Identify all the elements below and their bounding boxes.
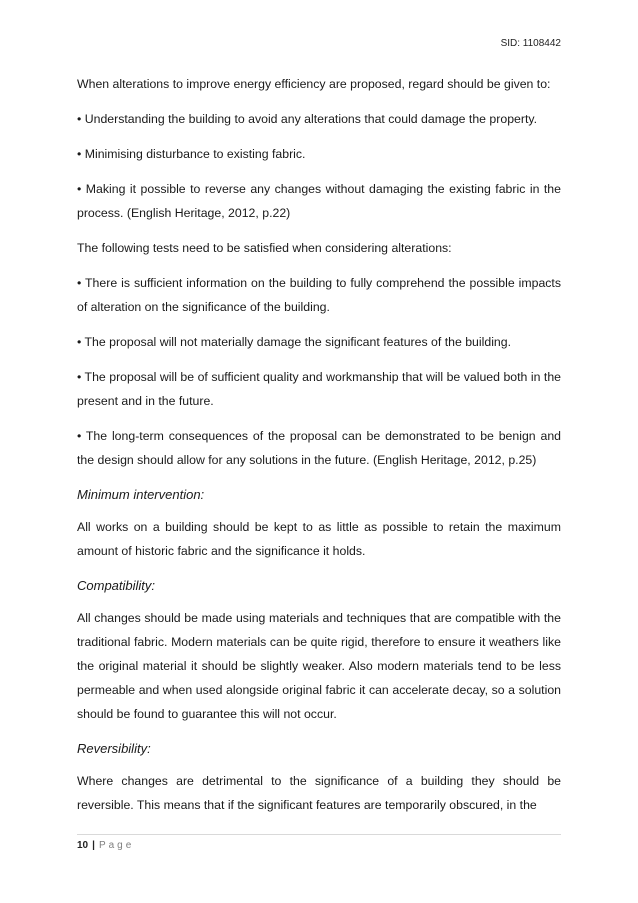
page-footer [77, 840, 134, 851]
heading-reversibility: Reversibility: [77, 741, 151, 756]
footer-separator: | [92, 840, 95, 851]
bullet-long-term: • The long-term consequences of the proposal can be demonstrated to be benign and the design should allow for any solutions in the future. (English Heritage, 2012, p.25) [77, 429, 561, 467]
bullet-understanding: • Understanding the building to avoid any alterations that could damage the property. [77, 112, 538, 126]
bullet-information: • There is sufficient information on the building to fully comprehend the possible impacts of alteration on the significance of the building. [77, 276, 561, 314]
minimum-intervention-text: All works on a building should be kept to as little as possible to retain the maximum amount of historic fabric and the significance it holds. [77, 520, 561, 558]
footer-divider [77, 834, 561, 835]
reversibility-text: Where changes are detrimental to the significance of a building they should be reversible. This means that if the significant features are temporarily obscured, in the [77, 774, 561, 812]
bullet-no-damage: • The proposal will not materially damage the significant features of the building. [77, 335, 512, 349]
body-content [77, 72, 561, 828]
page-label: Page [98, 840, 135, 851]
bullet-quality: • The proposal will be of sufficient quality and workmanship that will be valued both in the present and in the future. [77, 370, 561, 408]
intro-paragraph: When alterations to improve energy efficiency are proposed, regard should be given to: [77, 77, 551, 91]
student-id-header: SID: 1108442 [500, 38, 561, 49]
bullet-minimising: • Minimising disturbance to existing fabric. [77, 147, 306, 161]
page-number: 10 [77, 840, 89, 851]
compatibility-text: All changes should be made using materials and techniques that are compatible with the traditional fabric. Modern materials can be quite rigid, therefore to ensure it weathers like the original material it should be slightly weaker. Also modern materials tend to be less permeable and when used alongside original fabric it can accelerate decay, so a solution should be found to guarantee this will not occur. [77, 611, 561, 721]
heading-compatibility: Compatibility: [77, 578, 156, 593]
bullet-reverse: • Making it possible to reverse any changes without damaging the existing fabric in the process. (English Heritage, 2012, p.22) [77, 182, 561, 220]
tests-intro: The following tests need to be satisfied when considering alterations: [77, 241, 452, 255]
heading-minimum-intervention: Minimum intervention: [77, 487, 205, 502]
